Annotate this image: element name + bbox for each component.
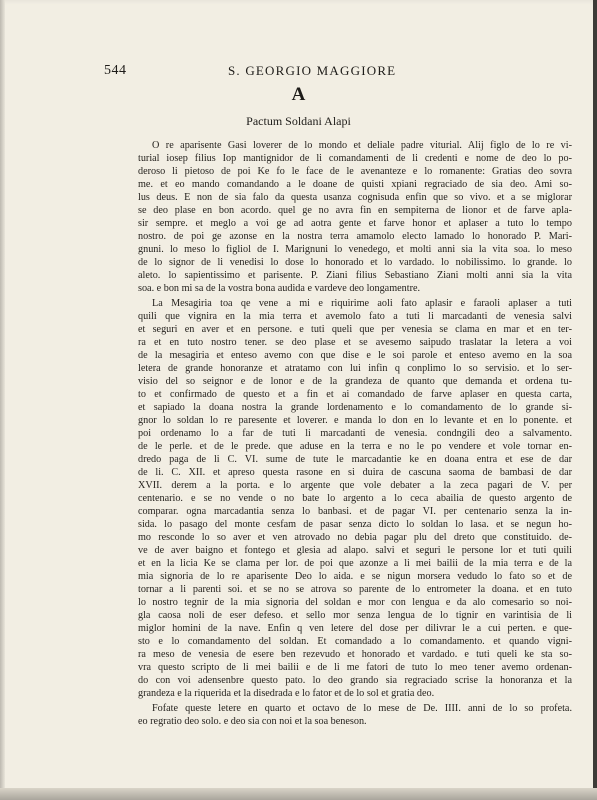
text-line: deroso li pietoso de poi Ke fo le face de le avenanteze e lo romanente: Gratias deo sovra bbox=[138, 166, 572, 177]
page-bottom-edge bbox=[0, 788, 597, 800]
text-line: to et confirmado de questo et a fin et ai comandado de farve aplaser en questa carta, bbox=[138, 389, 572, 400]
text-line: et sapiado la doana nostra la grande lordenamento e lo comandamento de lo grande si- bbox=[138, 402, 572, 413]
text-line: XVII. derem a la porta. e lo argente que vole debater a la zeca pagari de V. per bbox=[138, 480, 572, 491]
text-line: poi ordenamo lo a far de tuti li marcadanti de venesia. condngili deo a salvamento. bbox=[138, 428, 572, 439]
text-line: grandeza e la riquerida et la disedrada e lo fator et de lo sol et gratia deo. bbox=[138, 688, 435, 699]
text-line: gnuni. lo meso lo figliol de I. Marignuni lo venedego, et molti anni sia la vita soa. lo meso bbox=[138, 244, 572, 255]
text-line: ra et en tuto nostro tener. se deo plase et se avesemo saipudo traslatar la letera a voi bbox=[138, 337, 572, 348]
text-line: et en la licia Ke se clama per lor. de poi que azonze a li mei bailii de la mia terra e de la bbox=[138, 558, 572, 569]
text-line: vra questo scripto de li mei bailii e de li me fatori de tuto lo meo tener avemo ordenan- bbox=[138, 662, 572, 673]
text-line: mo resconde lo so aver et ven atrovado no debia pagar plu del dreto que constituido. de- bbox=[138, 532, 572, 543]
text-line: gnor lo soldan lo re paresente et loverer. e manda lo don en lo levante et en lo ponente. et bbox=[138, 415, 572, 426]
text-line: de li. C. XII. et apreso questa rasone en si duira de cascuna saoma de bambasi de dar bbox=[138, 467, 572, 478]
text-line: lo nostro tegnir de la mia signoria del soldan e mor con lengua e da alo comesario so noi- bbox=[138, 597, 572, 608]
text-line: soa. e bon mi sa de la vostra bona audida e vardeve deo longamentre. bbox=[138, 283, 421, 294]
text-line: quili que vignira en la mia terra et avemolo fato a tuti li marcadanti de venesia salvi bbox=[138, 311, 572, 322]
page-header bbox=[0, 0, 597, 90]
text-line: nostro. de poi ge azonse en la nostra terra amamolo electo lamado lo honorado P. Mari- bbox=[138, 231, 572, 242]
text-line: La Mesagiria toa qe vene a mi e riquirime aoli fato aplasir e faraoli aplaser a tuti bbox=[152, 298, 572, 309]
text-line: lus deus. E non de sia falo da questa usanza cognisuda enfin que so vivo. et a se miglorar bbox=[138, 192, 572, 203]
text-line: letera de grande honoranze et atratamo con lui infin q conplimo lo so servisio. et lo ser- bbox=[138, 363, 572, 374]
text-line: comparar. ogna marcadantia senza lo banbasi. et de pagar VI. per centenario senza la in- bbox=[138, 506, 572, 517]
document-body bbox=[138, 139, 572, 728]
text-line: de lo signor de li venedisi lo dose lo honorado et lo vardado. lo nobilissimo. lo grande. lo bbox=[138, 257, 572, 268]
text-line: gla caosa noli de eser defeso. et sello mor senza lengua de lo tignir en varintisia de li bbox=[138, 610, 572, 621]
text-line: sir sempre. et meglo a voi ge ad aotra gente et farve honor et aplaser a tuto lo tempo bbox=[138, 218, 572, 229]
text-line: dredo paga de li C. VI. sume de tute le marcadantie ke en doana entra et ese de dar bbox=[138, 454, 572, 465]
text-line: O re aparisente Gasi loverer de lo mondo et deliale padre viturial. Alij figlo de lo re vi- bbox=[152, 140, 572, 151]
running-head: S. GEORGIO MAGGIORE bbox=[228, 63, 397, 78]
text-line: do con voi adensenbre questo pato. lo deo grando sia regraciado scrise la honoranza et la bbox=[138, 675, 572, 686]
text-line: mia signoria de lo re aparisente Deo lo aida. e se nigun morsera vedudo lo fato so et de bbox=[138, 571, 572, 582]
text-line: aleto. lo sapientissimo et parisente. P. Ziani filius Sebastiano Ziani molti anni sia la vita bbox=[138, 270, 572, 281]
text-line: et seguri en aver et en persone. e tuti queli que per venesia se clama en mar et en ter- bbox=[138, 324, 572, 335]
text-line: ra meso de venesia de esere ben rezevudo et honorado et vardado. e tuti queli ke sta so- bbox=[138, 649, 572, 660]
text-line: tornar a li parenti soi. et se no se atrova so parente de lo entrometer la doana. et en tuto bbox=[138, 584, 572, 595]
text-line: visio del so seignor e de lonor e de la grandeza de quanto que demanda et ordena tu- bbox=[138, 376, 572, 387]
text-line: Fofate queste letere en quarto et octavo de lo mese de De. IIII. anni de lo so profeta. bbox=[152, 703, 572, 714]
text-line: centenario. e se no vende o no bate lo argento a lo ceca abailia de questo argento de bbox=[138, 493, 572, 504]
text-line: miglor homini de la nave. Enfin q ven letere del dose per dilivrar le a cui perten. e que- bbox=[138, 623, 572, 634]
text-line: sto e lo comandamento del soldan. Et comandado a lo comandamento. et quando vigni- bbox=[138, 636, 572, 647]
document-title: Pactum Soldani Alapi bbox=[246, 114, 351, 128]
text-line: se deo plase en bon acordo. quel ge no avra fin en sempiterna de lionor et de farve apla- bbox=[138, 205, 572, 216]
text-line: ve de aver baigno et fontego et glesia ad alapo. salvi et seguri le persone lor et tuti quili bbox=[138, 545, 572, 556]
text-line: de le perle. et de le prede. que aduse en la terra e no le po vendere et vole tornar en- bbox=[138, 441, 572, 452]
paragraph bbox=[138, 702, 572, 728]
text-line: me. et eo mando comandando a le doane de quisti xpiani regraciado de sia deo. Ami so- bbox=[138, 179, 572, 190]
page-number: 544 bbox=[104, 63, 127, 78]
paragraph bbox=[138, 139, 572, 295]
paragraph bbox=[138, 297, 572, 700]
text-line: turial iosep filius Iop mantignidor de li comandamenti de li credenti e nome de deo lo po- bbox=[138, 153, 572, 164]
text-line: de la mesagiria et enteso avemo con que dise e le soi parole et enteso avemo en la soa bbox=[138, 350, 572, 361]
text-line: sida. lo pasago del monte cesfam de pasar senza dicto lo soldan lo lasa. et se negun ho- bbox=[138, 519, 572, 530]
section-letter: A bbox=[291, 84, 306, 105]
text-line: eo regratio deo solo. e deo sia con noi et la soa beneson. bbox=[138, 716, 367, 727]
